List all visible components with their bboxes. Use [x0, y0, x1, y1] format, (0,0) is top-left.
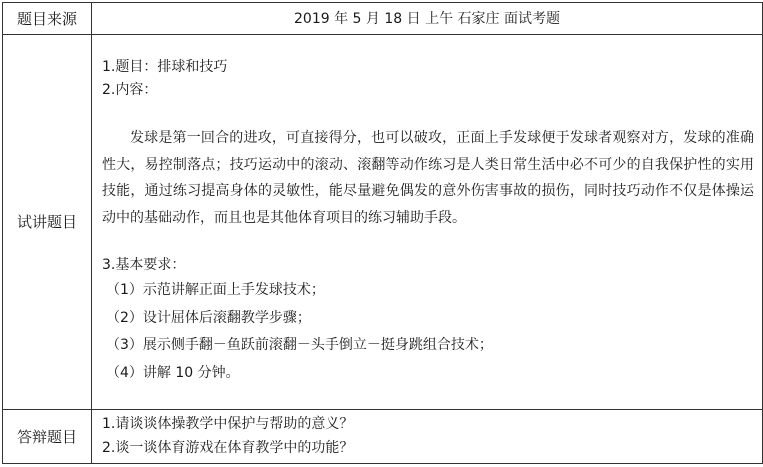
requirement-item: （2）设计屈体后滚翻教学步骤；: [106, 309, 311, 326]
source-row: [3, 3, 763, 35]
defense-question: 1.请谈谈体操教学中保护与帮助的意义？: [102, 416, 354, 433]
defense-label: 答辩题目: [3, 409, 92, 463]
defense-row: [3, 409, 763, 463]
source-label: 题目来源: [3, 3, 92, 35]
blank-line: [102, 102, 756, 125]
blank-line: [102, 231, 756, 254]
trial-content: [92, 34, 763, 409]
defense-question: 2.谈一谈体育游戏在体育教学中的功能？: [102, 440, 354, 457]
requirement-item: （4）讲解 10 分钟。: [106, 364, 240, 381]
defense-content: [92, 409, 763, 463]
topic-line: 1.题目：排球和技巧: [102, 59, 228, 76]
trial-label: 试讲题目: [3, 34, 92, 409]
trial-row: [3, 34, 763, 409]
requirement-item: （3）展示侧手翻－鱼跃前滚翻－头手倒立－挺身跳组合技术；: [106, 337, 493, 354]
content-paragraph: 发球是第一回合的进攻，可直接得分，也可以破攻，正面上手发球便于发球者观察对方，发球的准确性大，易控制落点；技巧运动中的滚动、滚翻等动作练习是人类日常生活中必不可少的自我保护性的实用技能，通过练习提高身体的灵敏性，能尽量避免偶发的意外伤害事故的损伤，同时技巧动作不仅是体操运动中的基础动作，而且也是其他体育项目的练习辅助手段。: [102, 130, 754, 226]
content-heading: 2.内容：: [102, 82, 158, 99]
exam-question-table: [2, 2, 763, 464]
source-value: 2019 年 5 月 18 日 上午 石家庄 面试考题: [92, 3, 763, 35]
requirement-item: （1）示范讲解正面上手发球技术；: [106, 282, 325, 299]
requirements-heading: 3.基本要求：: [102, 257, 186, 274]
